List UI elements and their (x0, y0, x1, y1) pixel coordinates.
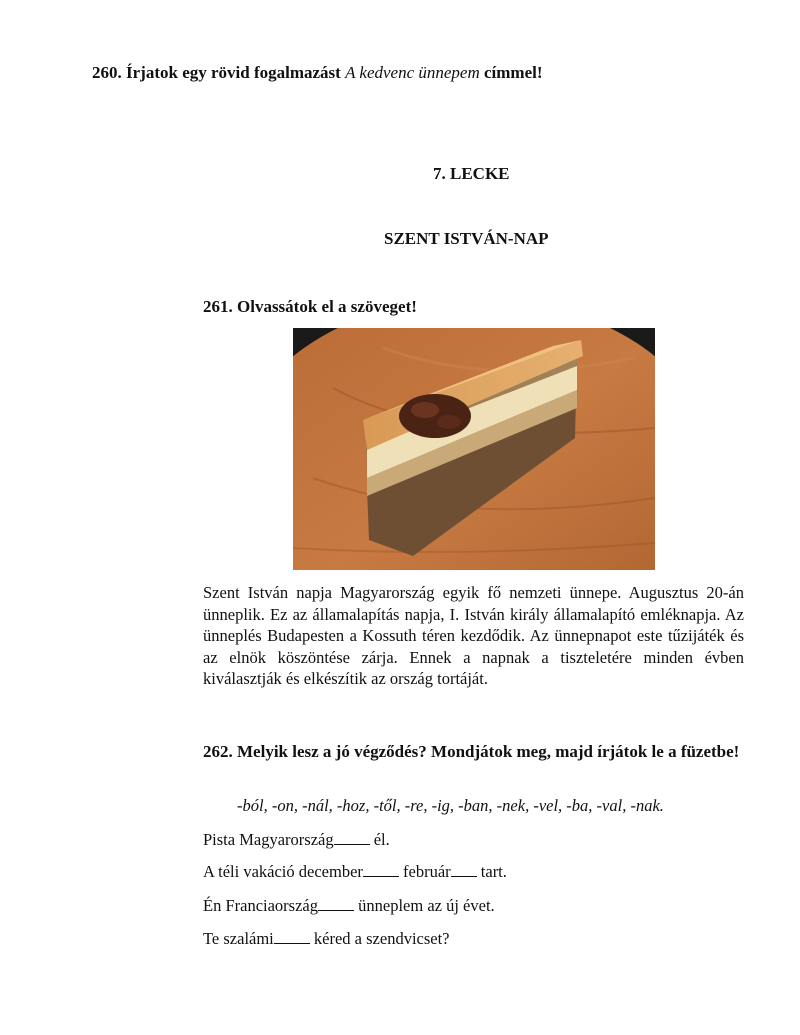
sentence-4 (203, 929, 450, 949)
exercise-262-heading: 262. Melyik lesz a jó végződés? Mondjátok meg, majd írjátok le a füzetbe! (203, 742, 740, 761)
sentence-1-part1: Pista Magyarország (203, 830, 334, 849)
lesson-number: 7. LECKE (433, 164, 510, 183)
exercise-261-heading: 261. Olvassátok el a szöveget! (203, 297, 417, 316)
cake-slice-photo (293, 328, 655, 570)
sentence-4-blank (274, 929, 310, 944)
exercise-260-number: 260. (92, 63, 122, 82)
exercise-260-text-before: Írjatok egy rövid fogalmazást (126, 63, 341, 82)
sentence-2 (203, 862, 507, 882)
sentence-2-part2: február (398, 862, 451, 881)
exercise-260-text-after: címmel! (484, 63, 543, 82)
lesson-title: SZENT ISTVÁN-NAP (384, 229, 549, 248)
sentence-3-blank (318, 896, 354, 911)
exercise-260-title-italic: A kedvenc ünnepem (345, 63, 480, 82)
endings-list: -ból, -on, -nál, -hoz, -től, -re, -ig, -ban, -nek, -vel, -ba, -val, -nak. (237, 796, 664, 815)
sentence-2-blank-1 (363, 862, 399, 877)
sentence-3-part1: Én Franciaország (203, 896, 318, 915)
sentence-1-blank (334, 830, 370, 845)
sentence-4-part2: kéred a szendvicset? (309, 929, 450, 948)
sentence-3 (203, 896, 495, 916)
sentence-2-part1: A téli vakáció december (203, 862, 363, 881)
sentence-2-blank-2 (451, 862, 477, 877)
sentence-4-part1: Te szalámi (203, 929, 274, 948)
sentence-3-part2: ünneplem az új évet. (354, 896, 495, 915)
sentence-2-part3: tart. (476, 862, 507, 881)
exercise-260 (92, 63, 543, 83)
sentence-1-part2: él. (369, 830, 390, 849)
sentence-1 (203, 830, 390, 850)
reading-paragraph: Szent István napja Magyarország egyik fő nemzeti ünnepe. Augusztus 20-án ünneplik. Ez az államalapítás napja, I. István király államalapító emléknapja. Az ünneplés Budapesten a Kossuth téren kezdődik. Az ünnepnapot este tűzijáték és az elnök köszöntése zárja. Ennek a napnak a tiszteletére minden évben kiválasztják és elkészítik az ország tortáját. (203, 583, 744, 688)
